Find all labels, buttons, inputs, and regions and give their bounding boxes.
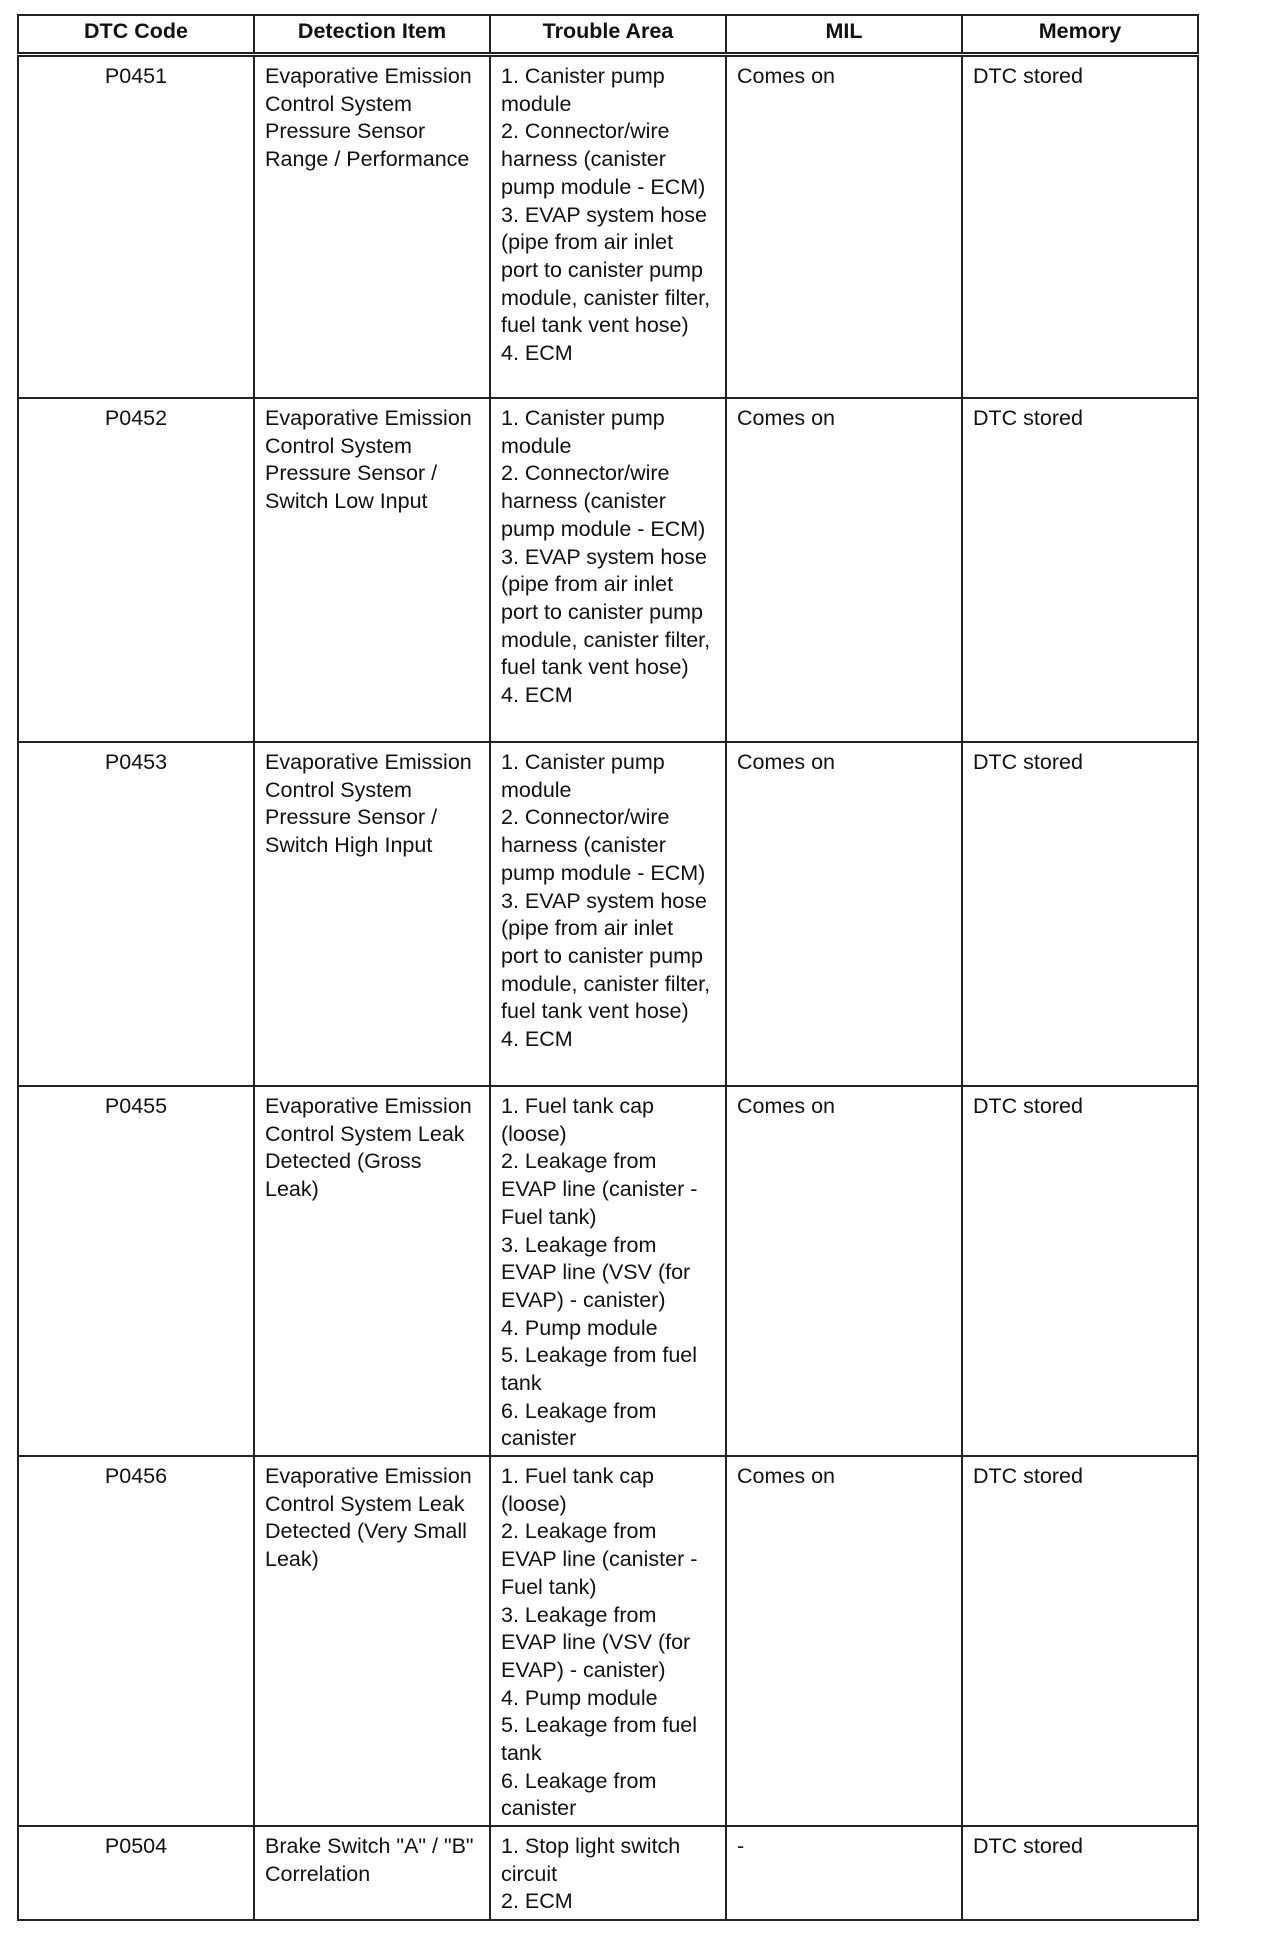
trouble-area-line: 2. Leakage from EVAP line (canister - Fuel tank) — [501, 1149, 698, 1229]
trouble-area-line: 3. EVAP system hose (pipe from air inlet port to canister pump module, canister filter, fuel tank vent hose) — [501, 888, 711, 1024]
table-row — [18, 742, 1198, 1086]
trouble-area-line: 1. Canister pump module — [501, 64, 665, 116]
table-row — [18, 55, 1198, 399]
header-trouble-area: Trouble Area — [490, 15, 726, 55]
dtc-code-cell: P0455 — [18, 1086, 254, 1456]
header-dtc-code: DTC Code — [18, 15, 254, 55]
mil-cell: Comes on — [726, 398, 962, 742]
table-row — [18, 1826, 1198, 1920]
trouble-area-cell — [490, 742, 726, 1086]
trouble-area-line: 6. Leakage from canister — [501, 1398, 657, 1451]
memory-cell: DTC stored — [962, 1456, 1198, 1826]
dtc-code-cell: P0453 — [18, 742, 254, 1086]
trouble-area-line: 4. ECM — [501, 341, 573, 366]
memory-cell: DTC stored — [962, 398, 1198, 742]
header-detection-item: Detection Item — [254, 15, 490, 55]
trouble-area-line: 1. Canister pump module — [501, 406, 665, 458]
table-row — [18, 398, 1198, 742]
trouble-area-line: 2. Connector/wire harness (canister pump module - ECM) — [501, 119, 706, 199]
mil-cell: Comes on — [726, 1086, 962, 1456]
trouble-area-line: 1. Canister pump module — [501, 750, 665, 802]
trouble-area-cell — [490, 1456, 726, 1826]
table-row — [18, 1456, 1198, 1826]
dtc-code-cell: P0452 — [18, 398, 254, 742]
memory-cell: DTC stored — [962, 742, 1198, 1086]
trouble-area-line: 1. Fuel tank cap (loose) — [501, 1094, 654, 1146]
trouble-area-line: 4. Pump module — [501, 1315, 658, 1340]
trouble-area-line: 4. ECM — [501, 1027, 573, 1052]
trouble-area-line: 6. Leakage from canister — [501, 1768, 657, 1821]
memory-cell: DTC stored — [962, 55, 1198, 399]
trouble-area-line: 2. Connector/wire harness (canister pump module - ECM) — [501, 805, 706, 885]
header-mil: MIL — [726, 15, 962, 55]
dtc-code-cell: P0504 — [18, 1826, 254, 1920]
detection-item-cell: Evaporative Emission Control System Pressure Sensor / Switch High Input — [254, 742, 490, 1086]
trouble-area-line: 1. Stop light switch circuit — [501, 1834, 681, 1886]
mil-cell: Comes on — [726, 742, 962, 1086]
trouble-area-line: 2. ECM — [501, 1889, 573, 1914]
memory-cell: DTC stored — [962, 1086, 1198, 1456]
detection-item-cell: Evaporative Emission Control System Leak Detected (Very Small Leak) — [254, 1456, 490, 1826]
detection-item-cell: Brake Switch "A" / "B" Correlation — [254, 1826, 490, 1920]
trouble-area-line: 4. Pump module — [501, 1685, 658, 1710]
trouble-area-line: 2. Connector/wire harness (canister pump module - ECM) — [501, 461, 706, 541]
trouble-area-line: 3. Leakage from EVAP line (VSV (for EVAP) - canister) — [501, 1232, 691, 1312]
detection-item-cell: Evaporative Emission Control System Leak Detected (Gross Leak) — [254, 1086, 490, 1456]
trouble-area-cell — [490, 55, 726, 399]
trouble-area-cell — [490, 1086, 726, 1456]
mil-cell: Comes on — [726, 1456, 962, 1826]
dtc-table — [17, 14, 1199, 1921]
trouble-area-line: 3. EVAP system hose (pipe from air inlet port to canister pump module, canister filter, fuel tank vent hose) — [501, 544, 711, 680]
mil-cell: - — [726, 1826, 962, 1920]
dtc-code-cell: P0451 — [18, 55, 254, 399]
detection-item-cell: Evaporative Emission Control System Pressure Sensor / Switch Low Input — [254, 398, 490, 742]
detection-item-cell: Evaporative Emission Control System Pressure Sensor Range / Performance — [254, 55, 490, 399]
dtc-code-cell: P0456 — [18, 1456, 254, 1826]
trouble-area-line: 5. Leakage from fuel tank — [501, 1713, 698, 1766]
memory-cell: DTC stored — [962, 1826, 1198, 1920]
header-memory: Memory — [962, 15, 1198, 55]
table-row — [18, 1086, 1198, 1456]
trouble-area-cell — [490, 398, 726, 742]
trouble-area-line: 2. Leakage from EVAP line (canister - Fuel tank) — [501, 1519, 698, 1599]
trouble-area-line: 1. Fuel tank cap (loose) — [501, 1464, 654, 1516]
trouble-area-line: 4. ECM — [501, 683, 573, 708]
trouble-area-cell — [490, 1826, 726, 1920]
trouble-area-line: 5. Leakage from fuel tank — [501, 1343, 698, 1396]
mil-cell: Comes on — [726, 55, 962, 399]
trouble-area-line: 3. Leakage from EVAP line (VSV (for EVAP) - canister) — [501, 1602, 691, 1682]
table-header-row — [18, 15, 1198, 55]
trouble-area-line: 3. EVAP system hose (pipe from air inlet port to canister pump module, canister filter, fuel tank vent hose) — [501, 202, 711, 338]
